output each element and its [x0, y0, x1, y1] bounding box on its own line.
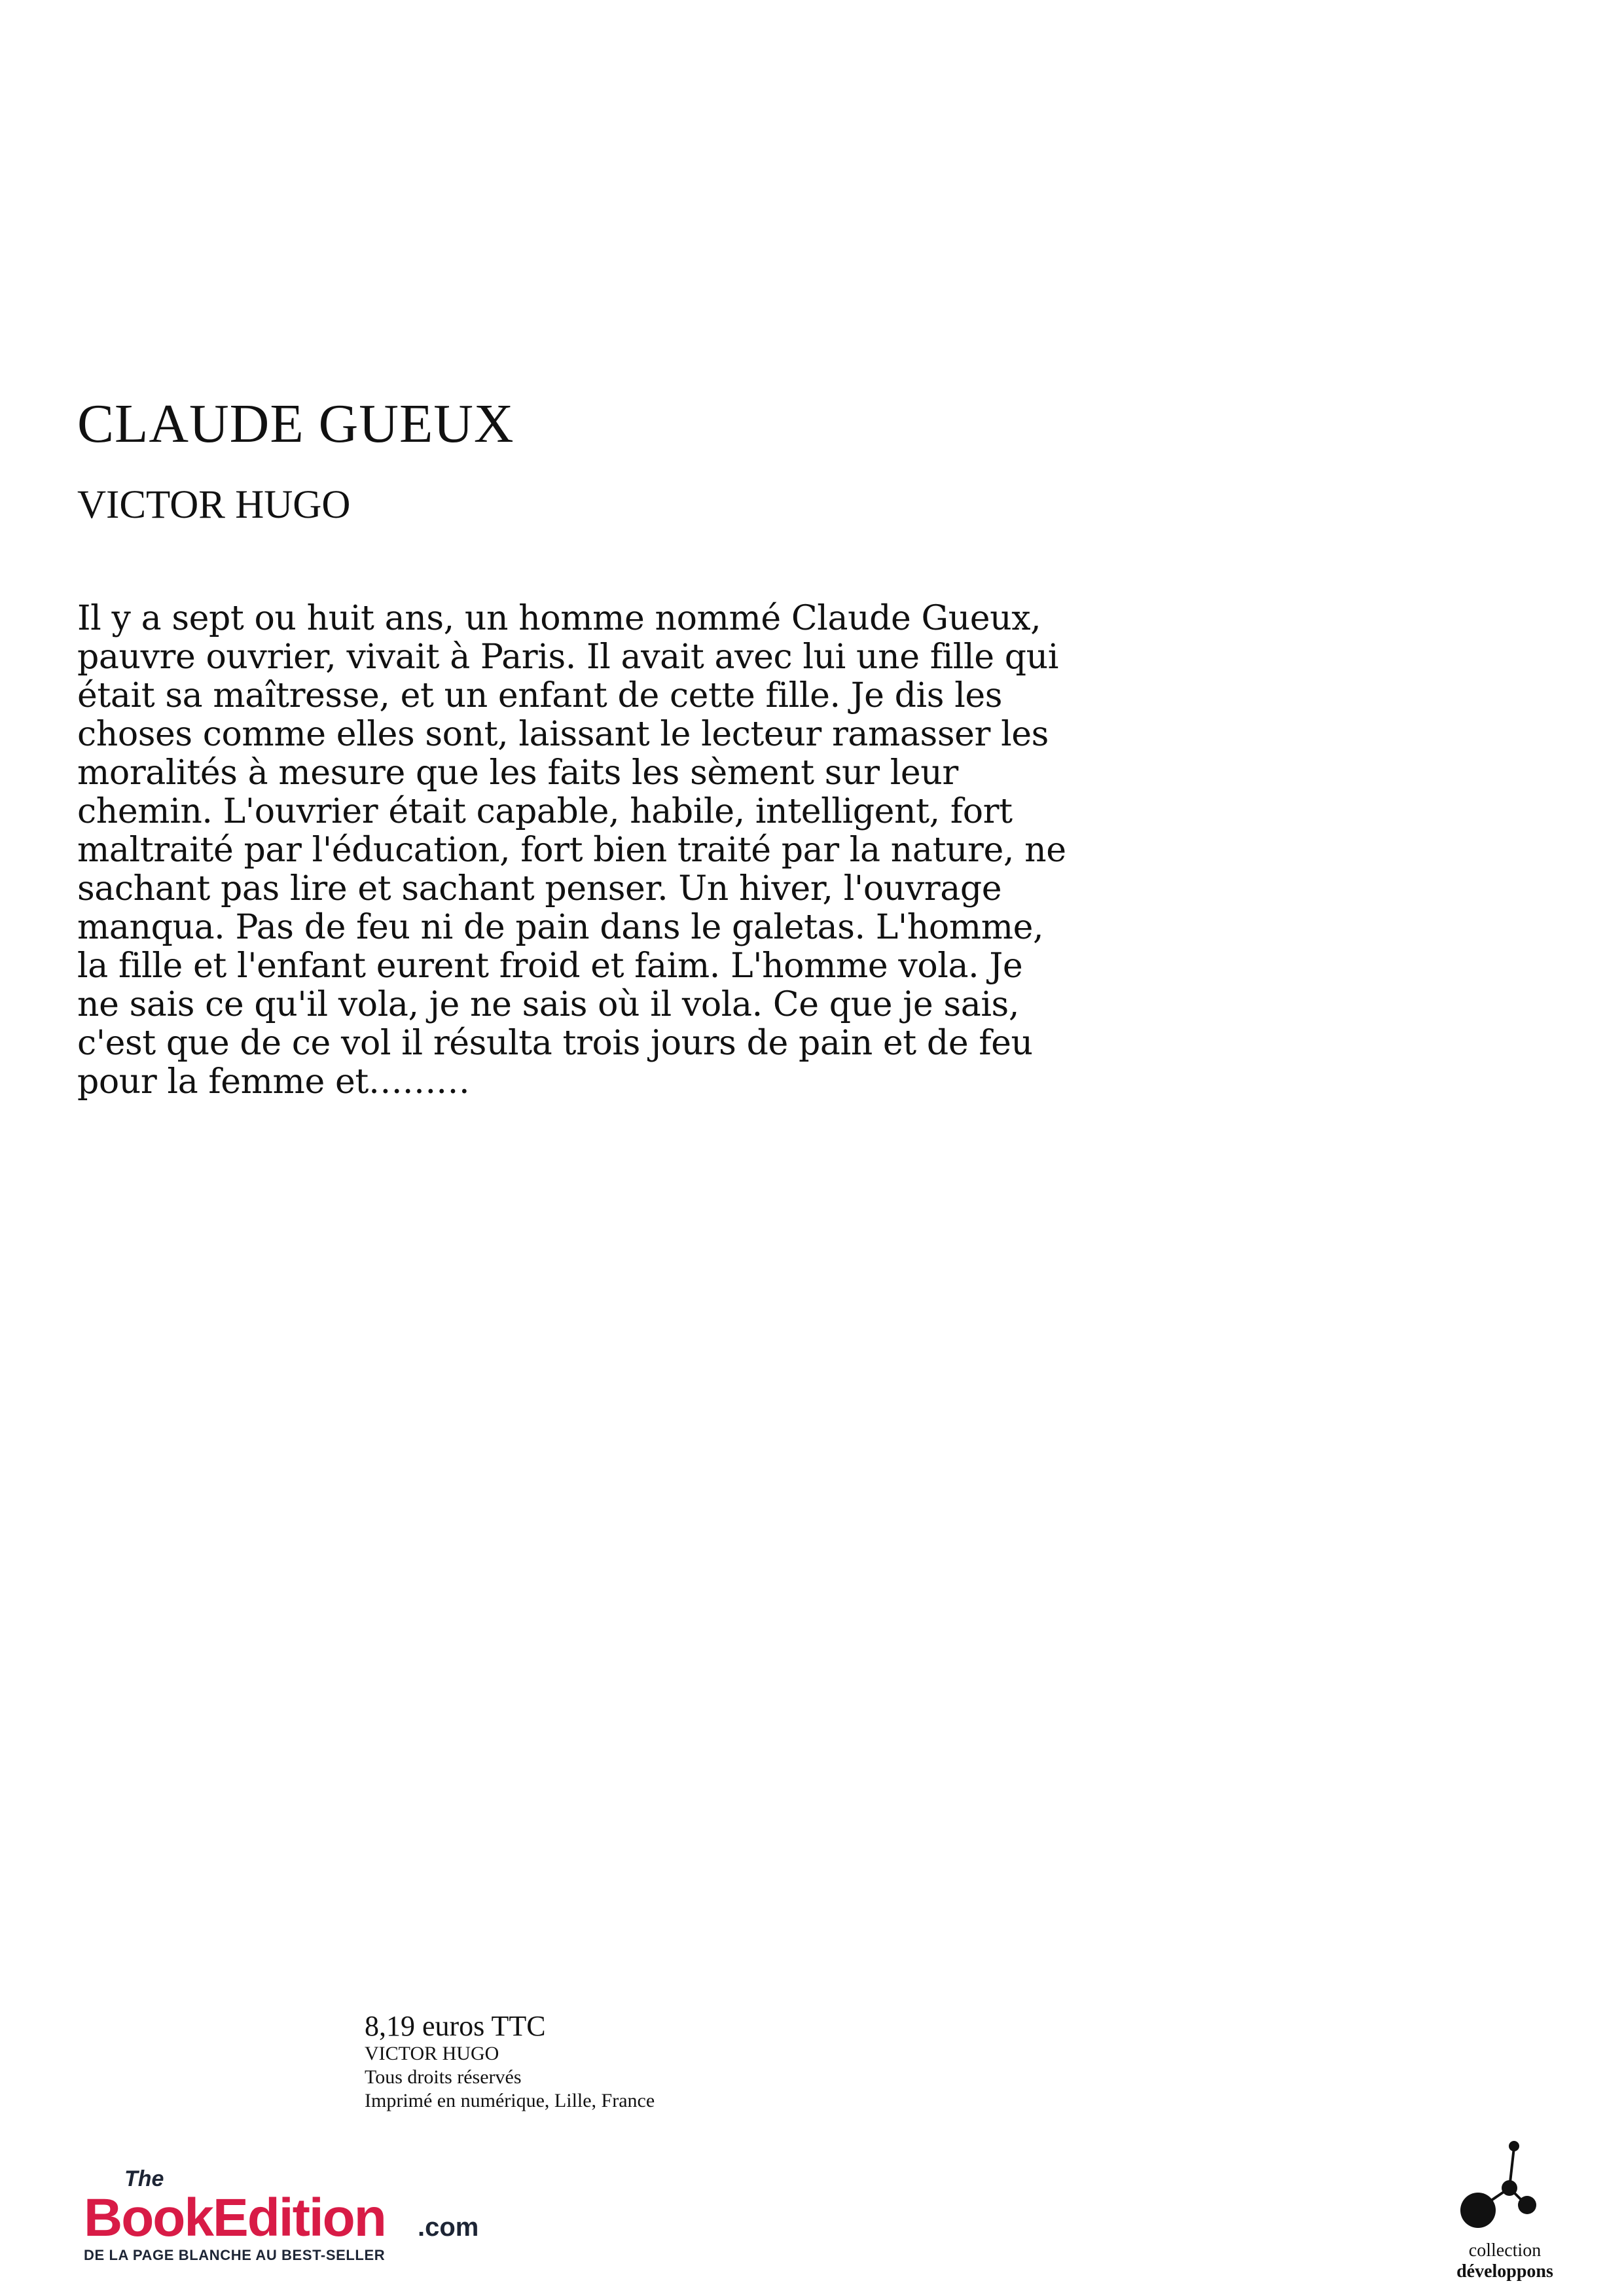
excerpt-line: c'est que de ce vol il résulta trois jours de pain et de feu — [77, 1024, 1033, 1063]
colophon-author: VICTOR HUGO — [365, 2043, 499, 2064]
excerpt-line: était sa maîtresse, et un enfant de cette fille. Je dis les — [77, 676, 1003, 715]
price: 8,19 euros TTC — [365, 2010, 546, 2042]
excerpt-line: chemin. L'ouvrier était capable, habile, intelligent, fort — [77, 792, 1013, 831]
collection-name: développons — [1456, 2261, 1553, 2282]
rights-notice: Tous droits réservés — [365, 2066, 522, 2088]
colophon — [365, 2011, 954, 2113]
collection-label — [1416, 2240, 1593, 2282]
logo-the: The — [124, 2166, 164, 2191]
excerpt-line: moralités à mesure que les faits les sèment sur leur — [77, 753, 958, 793]
logo-name: BookEdition — [84, 2188, 386, 2246]
excerpt-line: Il y a sept ou huit ans, un homme nommé Claude Gueux, — [77, 599, 1041, 638]
bookedition-wordmark — [82, 2155, 501, 2246]
excerpt-line: la fille et l'enfant eurent froid et faim. L'homme vola. Je — [77, 946, 1023, 986]
excerpt-line: sachant pas lire et sachant penser. Un hiver, l'ouvrage — [77, 869, 1002, 908]
excerpt-line: pauvre ouvrier, vivait à Paris. Il avait avec lui une fille qui — [77, 637, 1058, 677]
book-author: VICTOR HUGO — [77, 483, 351, 527]
publisher-tagline: DE LA PAGE BLANCHE AU BEST-SELLER — [84, 2247, 386, 2263]
excerpt-line: pour la femme et……… — [77, 1062, 470, 1102]
excerpt-line: ne sais ce qu'il vola, je ne sais où il vola. Ce que je sais, — [77, 985, 1019, 1024]
collection-word: collection — [1468, 2240, 1542, 2261]
excerpt-line: choses comme elles sont, laissant le lecteur ramasser les — [77, 715, 1049, 754]
excerpt-line: manqua. Pas de feu ni de pain dans le galetas. L'homme, — [77, 908, 1044, 947]
print-location: Imprimé en numérique, Lille, France — [365, 2090, 655, 2111]
book-title: CLAUDE GUEUX — [77, 393, 514, 454]
excerpt-paragraph — [77, 600, 1255, 1102]
excerpt-line: maltraité par l'éducation, fort bien traité par la nature, ne — [77, 831, 1066, 870]
logo-domain: .com — [418, 2213, 479, 2242]
bookedition-logo — [82, 2155, 501, 2272]
